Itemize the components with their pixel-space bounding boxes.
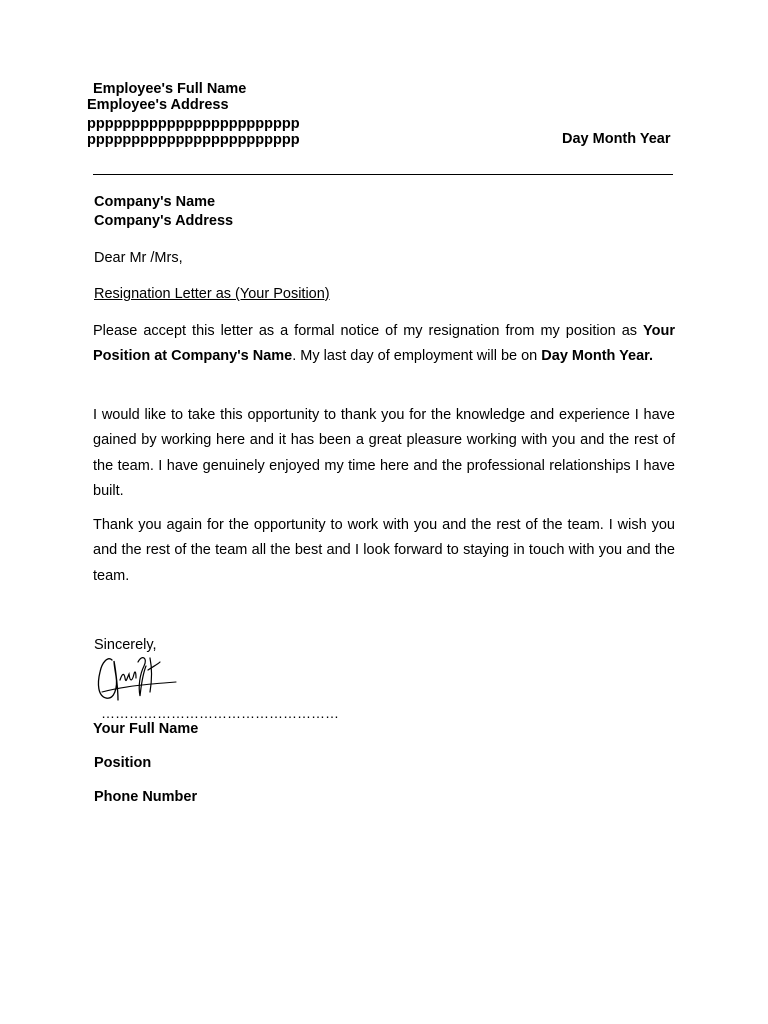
body-paragraph-3: Thank you again for the opportunity to work with you and the rest of the team. I wish you and the rest of the team all the best and I look forward to staying in touch with you and the team. [93,517,675,584]
p1-last-day: Day Month Year. [541,348,654,365]
company-name: Company's Name [94,194,216,210]
p1-text-start: Please accept this letter as a formal notice of my resignation from my position as [93,323,644,339]
signoff-phone: Phone Number [94,789,198,805]
sender-line-3: pppppppppppppppppppppppp [87,116,300,132]
header-divider [93,174,673,175]
body-paragraph-2: I would like to take this opportunity to thank you for the knowledge and experience I have gained by working here and it has been a great pleasure working with you and the rest of the team. I have genuinely enjoyed my time here and the professional relationships I have built. [93,407,675,499]
p1-text-mid: . My last day of employment will be on [292,348,542,365]
sender-name: Employee's Full Name [93,81,247,97]
sender-address: Employee's Address [87,97,229,113]
company-address: Company's Address [94,213,234,229]
signature-line: …………………………………………… [101,705,339,721]
closing: Sincerely, [94,637,157,653]
signoff-position: Position [94,755,152,771]
subject-line: Resignation Letter as (Your Position) [94,286,330,302]
body-paragraph-1 [93,319,675,370]
p1-position-company: Your Position at Company's Name [93,323,675,365]
sender-line-4: pppppppppppppppppppppppp [87,132,300,148]
handwritten-signature [94,652,178,704]
salutation: Dear Mr /Mrs, [94,250,183,266]
letter-date: Day Month Year [562,131,671,147]
signoff-name: Your Full Name [93,721,199,737]
